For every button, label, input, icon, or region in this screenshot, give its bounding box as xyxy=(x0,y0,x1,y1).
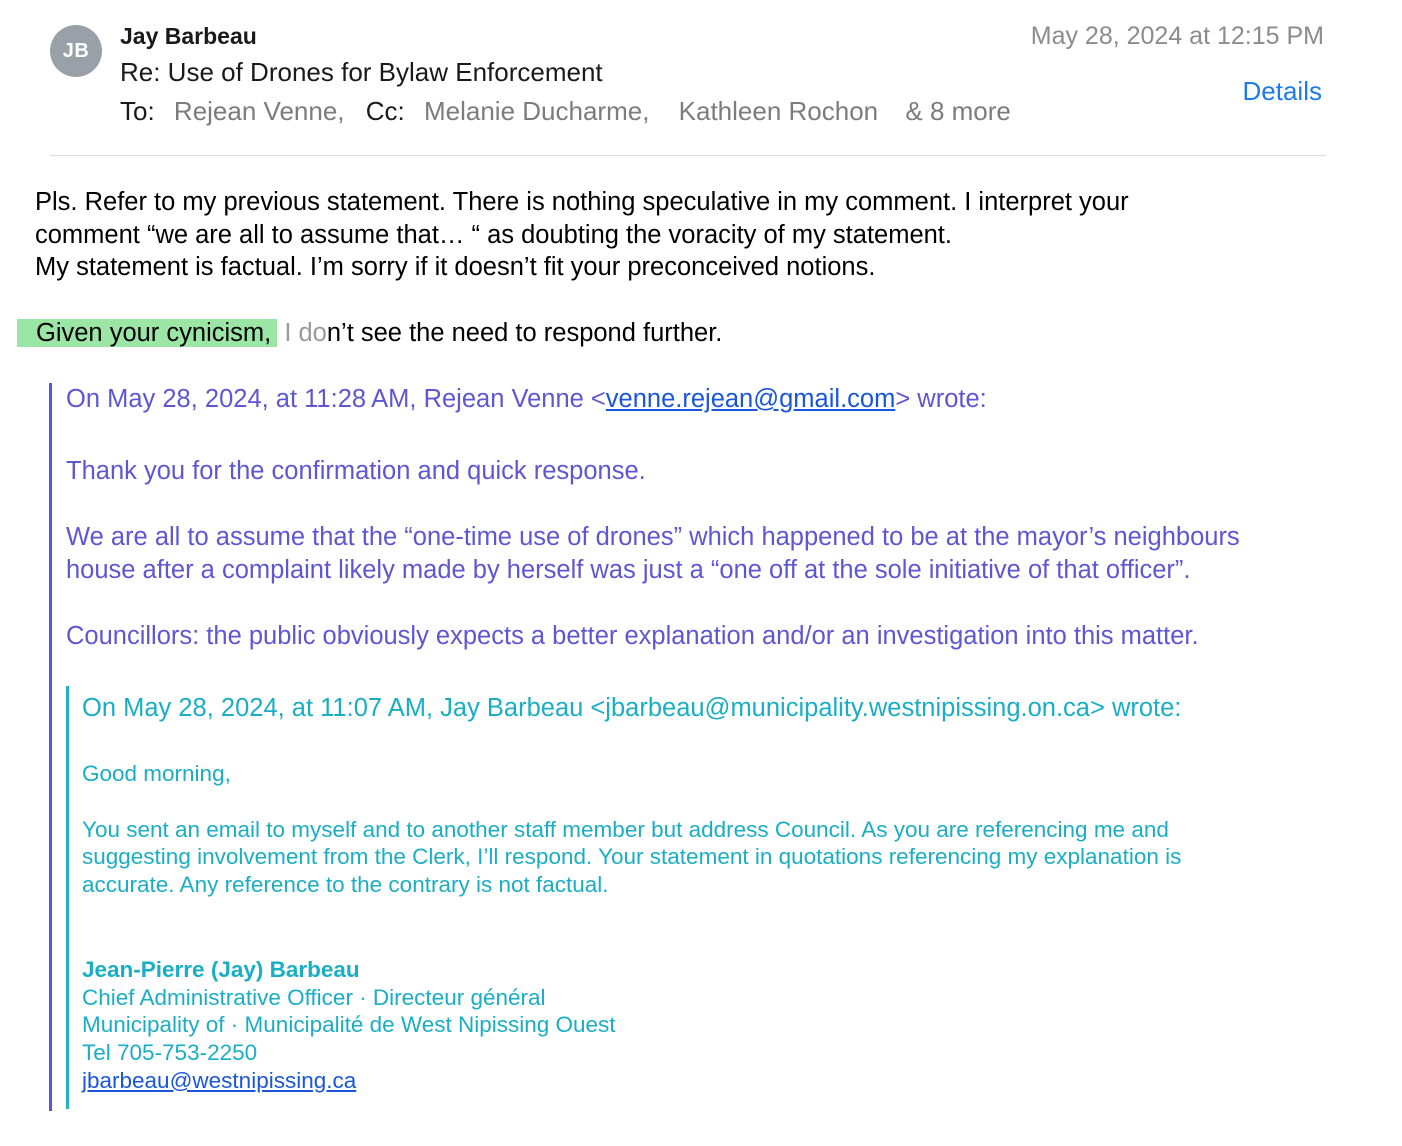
signature-name: Jean-Pierre (Jay) Barbeau xyxy=(82,957,360,982)
signature-block xyxy=(82,956,616,1095)
recipient-to[interactable]: Rejean Venne, xyxy=(173,96,345,126)
body-line: Pls. Refer to my previous statement. There is nothing speculative in my comment. I interpret your xyxy=(35,188,1129,216)
closing-line xyxy=(17,314,722,353)
quote2-paragraph-line: suggesting involvement from the Clerk, I’ll respond. Your statement in quotations referencing my explanation is xyxy=(82,844,1182,869)
quote1-email-link[interactable]: venne.rejean@gmail.com xyxy=(605,385,896,413)
details-link[interactable]: Details xyxy=(1242,76,1322,106)
recipients-row xyxy=(120,96,1011,127)
quote2-paragraph-line: You sent an email to myself and to another staff member but address Council. As you are referencing me and xyxy=(82,816,1169,842)
quote1-paragraph-line: We are all to assume that the “one-time use of drones” which happened to be at the mayor’s neighbours xyxy=(66,523,1240,551)
email-subject: Re: Use of Drones for Bylaw Enforcement xyxy=(120,57,603,87)
quote1-paragraph: Thank you for the confirmation and quick response. xyxy=(66,457,646,485)
sender-name: Jay Barbeau xyxy=(120,23,257,49)
recipient-cc[interactable]: Melanie Ducharme, xyxy=(423,96,650,126)
signature-org: Municipality of · Municipalité de West Nipissing Ouest xyxy=(82,1012,616,1038)
quote2-greeting: Good morning, xyxy=(82,761,231,786)
avatar: JB xyxy=(50,25,102,77)
quote1-paragraph: Councillors: the public obviously expects a better explanation and/or an investigation into this matter. xyxy=(66,622,1199,650)
quote2-header: On May 28, 2024, at 11:07 AM, Jay Barbeau <jbarbeau@municipality.westnipissing.on.ca> wrote: xyxy=(82,694,1182,722)
highlighted-text: Given your cynicism, xyxy=(17,319,277,347)
to-label: To: xyxy=(120,96,155,126)
quote1-header: On May 28, 2024, at 11:28 AM, Rejean Venne <venne.rejean@gmail.com> wrote: xyxy=(66,385,987,413)
quote-bar-level2 xyxy=(66,686,69,1109)
signature-title: Chief Administrative Officer · Directeur général xyxy=(82,984,546,1010)
more-recipients[interactable]: & 8 more xyxy=(905,96,1011,126)
signature-phone: Tel 705-753-2250 xyxy=(82,1040,258,1066)
email-date: May 28, 2024 at 12:15 PM xyxy=(1030,22,1324,50)
quote1-paragraph-line: house after a complaint likely made by herself was just a “one off at the sole initiative of that officer”. xyxy=(66,556,1191,584)
message-body xyxy=(35,186,1375,284)
quote-bar-level1 xyxy=(49,383,52,1111)
quoted-message-level2 xyxy=(82,760,1181,898)
header-divider xyxy=(50,155,1326,156)
body-line: My statement is factual. I’m sorry if it doesn’t fit your preconceived notions. xyxy=(35,253,876,281)
quote2-paragraph-line: accurate. Any reference to the contrary is not factual. xyxy=(82,871,609,897)
closing-text: n’t see the need to respond further. xyxy=(326,319,723,347)
selection-gray-text: I do xyxy=(277,319,327,347)
quoted-message-level1 xyxy=(66,383,1376,653)
cc-label: Cc: xyxy=(365,96,405,126)
body-line: comment “we are all to assume that… “ as doubting the voracity of my statement. xyxy=(35,220,952,249)
recipient-cc[interactable]: Kathleen Rochon xyxy=(678,96,879,126)
signature-email-link[interactable]: jbarbeau@westnipissing.ca xyxy=(82,1067,357,1093)
